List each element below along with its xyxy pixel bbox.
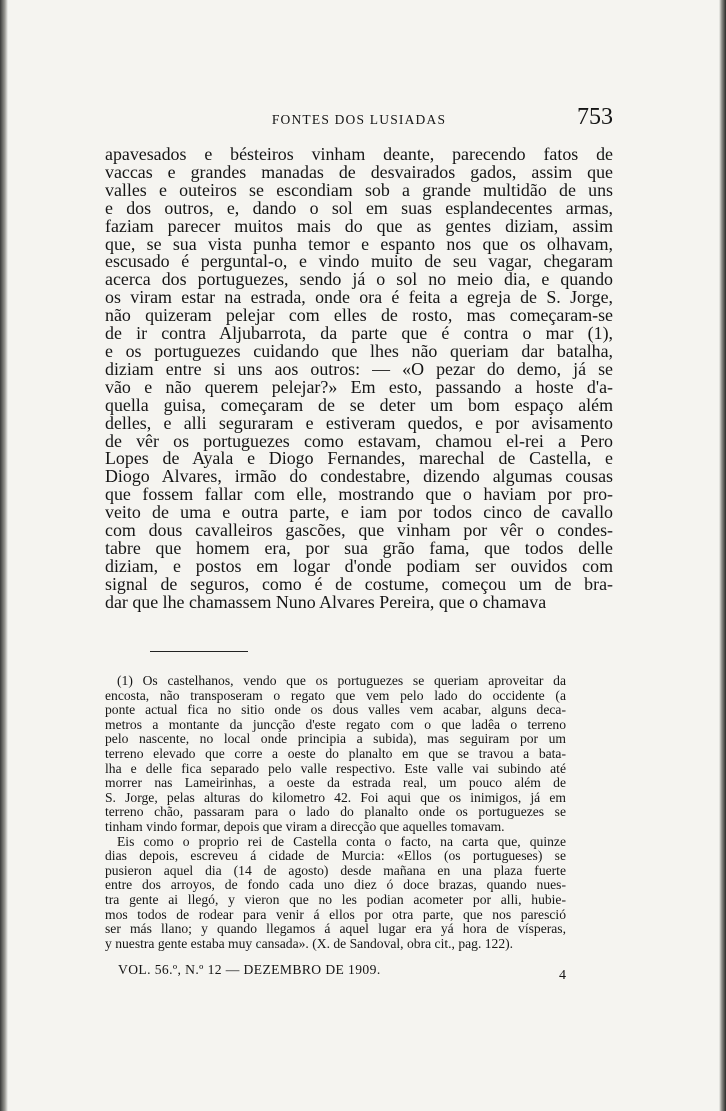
- text-line: Diogo Alvares, irmão do condestabre, dizendo algumas cousas: [105, 466, 613, 487]
- running-title: FONTES DOS LUSIADAS: [271, 112, 447, 127]
- text-line: de vêr os portuguezes como estavam, chamou el-rei a Pero: [105, 430, 613, 451]
- text-line: faziam parecer muitos mais do que as gentes diziam, assim: [105, 215, 613, 236]
- text-line: valles e outeiros se escondiam sob a grande multidão de uns: [105, 179, 613, 200]
- text-line: e os portuguezes cuidando que lhes não queriam dar batalha,: [105, 340, 613, 361]
- volume-signature: VOL. 56.º, N.º 12 — DEZEMBRO DE 1909.: [118, 962, 381, 977]
- text-line: tabre que homem era, por sua grão fama, que todos delle: [105, 537, 613, 558]
- text-line: de ir contra Aljubarrota, da parte que é contra o mar (1),: [105, 323, 613, 344]
- text-line: não quizeram pelejar com elles de rosto, mas começaram-se: [105, 305, 613, 326]
- footnote-line: lha e delle fica separado pelo valle respectivo. Este valle vai subindo até: [105, 760, 566, 776]
- page-left-edge: [0, 0, 8, 1111]
- text-line: Lopes de Ayala e Diogo Fernandes, marechal de Castella, e: [105, 448, 613, 469]
- text-line: quella guisa, começaram de se deter um bom espaço além: [105, 394, 613, 415]
- footnote-line: ponte actual fica no sitio onde os dous valles vem acabar, alguns deca-: [105, 702, 566, 718]
- footnote-line: entre dos arroyos, de fondo cada uno diez ó doce brazas, quando nues-: [105, 877, 566, 893]
- footnote-line: tra gente ai llegó, y vieron que no les podian acometer por alli, hubie-: [105, 891, 566, 907]
- text-line: diziam entre si uns aos outros: — «O pezar do demo, já se: [105, 358, 613, 379]
- footnote-line: dias depois, escreveu á cidade de Murcia: «Ellos (os portugueses) se: [105, 848, 566, 864]
- text-line: acerca dos portuguezes, sendo já o sol no meio dia, e quando: [105, 269, 613, 290]
- text-line: os viram estar na estrada, onde ora é feita a egreja de S. Jorge,: [105, 287, 613, 308]
- text-line: que, se sua vista punha temor e espanto nos que os olhavam,: [105, 233, 613, 254]
- text-line: e dos outros, e, dando o sol em suas esplandecentes armas,: [105, 197, 613, 218]
- footnote-line: terreno chão, passaram para o lado do planalto onde os portuguezes se: [105, 804, 566, 820]
- sheet-number: 4: [559, 968, 566, 983]
- text-line: dar que lhe chamassem Nuno Alvares Pereira, que o chamava: [105, 591, 547, 612]
- text-line: com dous cavalleiros gascões, que vinham por vêr o condes-: [105, 520, 613, 541]
- footnote-line: ser más llano; y quando llegamos á aquel lugar era yá hora de vísperas,: [105, 921, 566, 937]
- footnote-line: terreno elevado que corre a oeste do planalto em que se travou a bata-: [105, 745, 566, 761]
- footnote-line: pelo nascente, no local onde principia a subida), mas seguiram por um: [105, 731, 566, 747]
- footnote-separator: [150, 651, 248, 652]
- page-number: 753: [577, 104, 613, 130]
- footnote: [105, 674, 566, 951]
- text-line: vaccas e grandes manadas de desvairados gados, assim que: [105, 161, 613, 182]
- footnote-line: pusieron aquel dia (14 de agosto) desde mañana en una plaza fuerte: [105, 862, 566, 878]
- footnote-line: tinham vindo formar, depois que viram a direcção que aquelles tomavam.: [105, 818, 505, 834]
- footnote-line: morrer nas Lameirinhas, a oeste da estrada real, um pouco além de: [105, 775, 566, 791]
- text-line: veito de uma e outra parte, e iam por todos cinco de cavallo: [105, 502, 613, 523]
- text-line: delles, e alli seguraram e estiveram quedos, e por avisamento: [105, 412, 613, 433]
- text-line: escusado é perguntal-o, e vindo muito de seu vagar, chegaram: [105, 251, 613, 272]
- footnote-line: S. Jorge, pelas alturas do kilometro 42. Foi aqui que os inimigos, já em: [105, 789, 566, 805]
- footnote-line: (1) Os castelhanos, vendo que os portuguezes se queriam aproveitar da: [117, 673, 566, 688]
- page-right-edge: [719, 0, 726, 1111]
- page-footer: [105, 962, 566, 982]
- page-header: [105, 106, 613, 134]
- text-line: diziam, e postos em logar d'onde podiam ser ouvidos com: [105, 555, 613, 576]
- footnote-line: metros a montante da juncção d'este regato com o que ladêa o terreno: [105, 716, 566, 732]
- footnote-line: mos todos de rodear para venir á ellos por otra parte, que nos paresció: [105, 906, 566, 922]
- footnote-line: Eis como o proprio rei de Castella conta o facto, na carta que, quinze: [117, 833, 566, 849]
- text-line: apavesados e bésteiros vinham deante, parecendo fatos de: [105, 144, 613, 164]
- footnote-line: y nuestra gente estaba muy cansada». (X. de Sandoval, obra cit., pag. 122).: [105, 935, 514, 951]
- text-line: que fossem fallar com elle, mostrando que o haviam por pro-: [105, 484, 613, 505]
- main-text: [105, 146, 613, 612]
- text-line: signal de seguros, como é de costume, começou um de bra-: [105, 573, 613, 594]
- footnote-line: encosta, não transposeram o regato que vem pelo lado do occidente (a: [105, 687, 566, 703]
- text-line: vão e não querem pelejar?» Em esto, passando a hoste d'a-: [105, 376, 613, 397]
